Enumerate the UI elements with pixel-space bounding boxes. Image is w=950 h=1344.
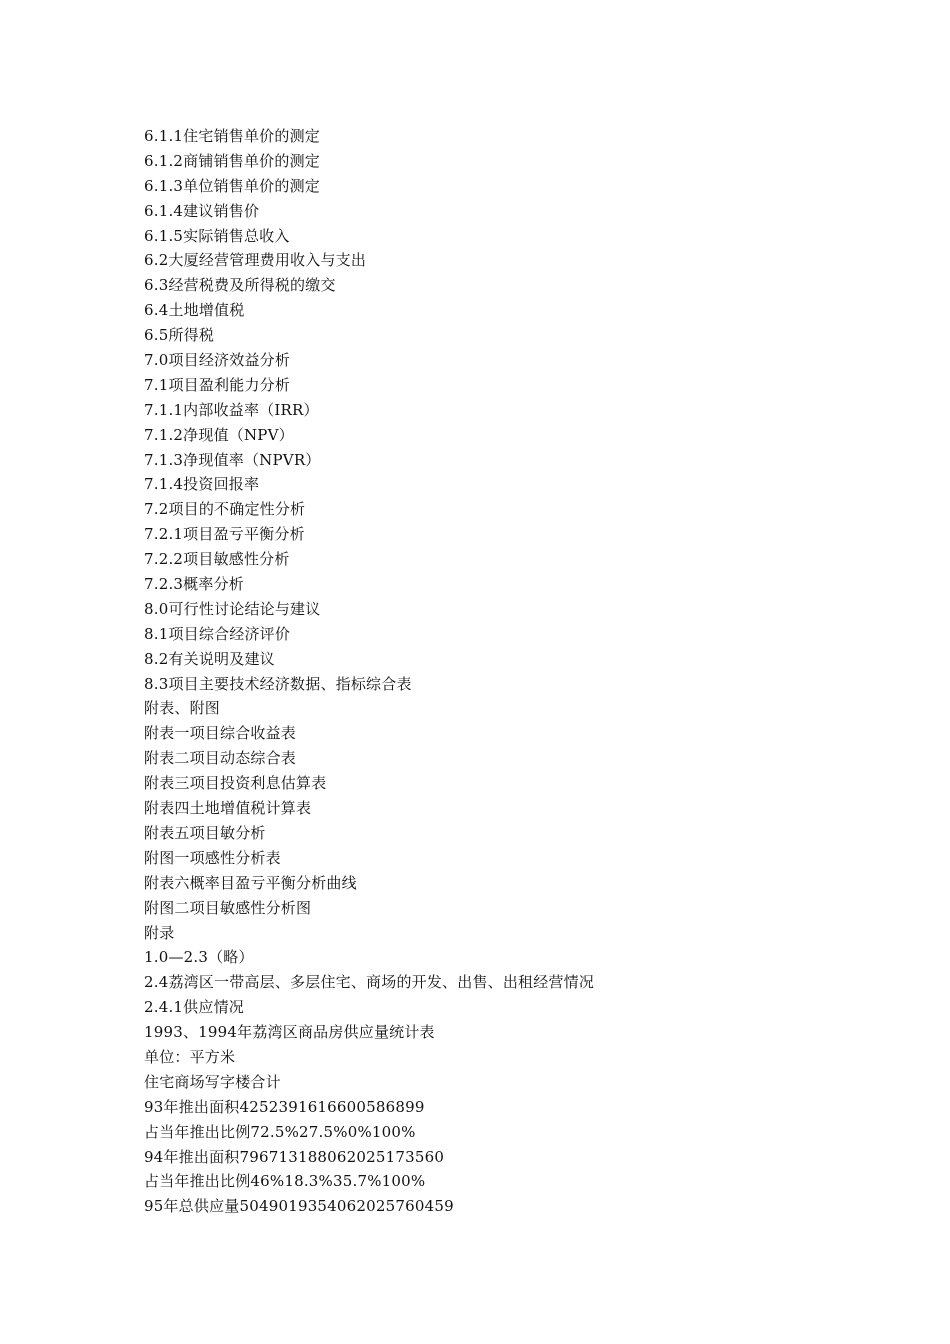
table-row: 占当年推出比例72.5%27.5%0%100% (144, 1122, 416, 1141)
toc-line: 6.1.4建议销售价 (144, 201, 260, 220)
toc-line: 附表、附图 (144, 699, 221, 718)
toc-line: 6.4土地增值税 (144, 301, 245, 320)
toc-line: 7.2项目的不确定性分析 (144, 500, 306, 519)
toc-line: 7.0项目经济效益分析 (144, 351, 291, 370)
toc-line: 附图二项目敏感性分析图 (144, 898, 312, 917)
toc-line: 8.1项目综合经济评价 (144, 624, 291, 643)
table-header-row: 住宅商场写字楼合计 (144, 1072, 281, 1091)
toc-line: 6.3经营税费及所得税的缴交 (144, 276, 336, 295)
toc-line: 7.2.2项目敏感性分析 (144, 550, 290, 569)
toc-line: 附表二项目动态综合表 (144, 749, 297, 768)
toc-line: 附表一项目综合收益表 (144, 724, 297, 743)
table-title: 1993、1994年荔湾区商品房供应量统计表 (144, 1023, 435, 1042)
toc-line: 6.1.1住宅销售单价的测定 (144, 127, 320, 145)
table-row: 94年推出面积7967131880620251735​60 (144, 1147, 445, 1166)
toc-line: 7.1.3净现值率（NPVR） (144, 450, 321, 469)
body-line: 2.4.1供应情况 (144, 998, 244, 1017)
toc-line: 附图一项感性分析表 (144, 848, 281, 867)
table-row: 占当年推出比例46%18.3%35.7%100% (144, 1172, 426, 1191)
toc-line: 7.1项目盈利能力分析 (144, 375, 291, 394)
toc-line: 7.1.2净现值（NPV） (144, 425, 294, 444)
toc-line: 7.2.3概率分析 (144, 575, 244, 594)
toc-line: 8.3项目主要技术经济数据、指标综合表 (144, 674, 412, 693)
toc-line: 附表六概率目盈亏平衡分析曲线 (144, 873, 357, 892)
body-line: 1.0—2.3（略） (144, 948, 254, 967)
toc-line: 7.1.4投资回报率 (144, 475, 260, 494)
toc-line: 附表五项目敏分析 (144, 823, 266, 842)
toc-line: 6.1.2商铺销售单价的测定 (144, 151, 320, 170)
document-body (144, 124, 904, 1219)
toc-line: 6.1.5实际销售总收入 (144, 226, 290, 245)
body-line: 2.4荔湾区一带高层、多层住宅、商场的开发、出售、出租经营情况 (144, 973, 595, 992)
toc-line: 7.2.1项目盈亏平衡分析 (144, 525, 305, 544)
toc-line: 6.5所得税 (144, 326, 215, 345)
toc-line: 6.1.3单位销售单价的测定 (144, 176, 320, 195)
toc-line: 7.1.1内部收益率（IRR） (144, 400, 319, 419)
table-row: 95年总供应量5049019354062025760459 (144, 1197, 454, 1216)
toc-line: 6.2大厦经营管理费用收入与支出 (144, 251, 367, 270)
toc-line: 附录 (144, 923, 175, 942)
toc-line: 8.2有关说明及建议 (144, 649, 275, 668)
table-row: 93年推出面积4252391616600586899 (144, 1097, 425, 1116)
toc-line: 附表三项目投资利息估算表 (144, 774, 327, 793)
table-unit: 单位：平方米 (144, 1047, 236, 1066)
toc-line: 8.0可行性讨论结论与建议 (144, 599, 321, 618)
toc-line: 附表四土地增值税计算表 (144, 799, 312, 818)
